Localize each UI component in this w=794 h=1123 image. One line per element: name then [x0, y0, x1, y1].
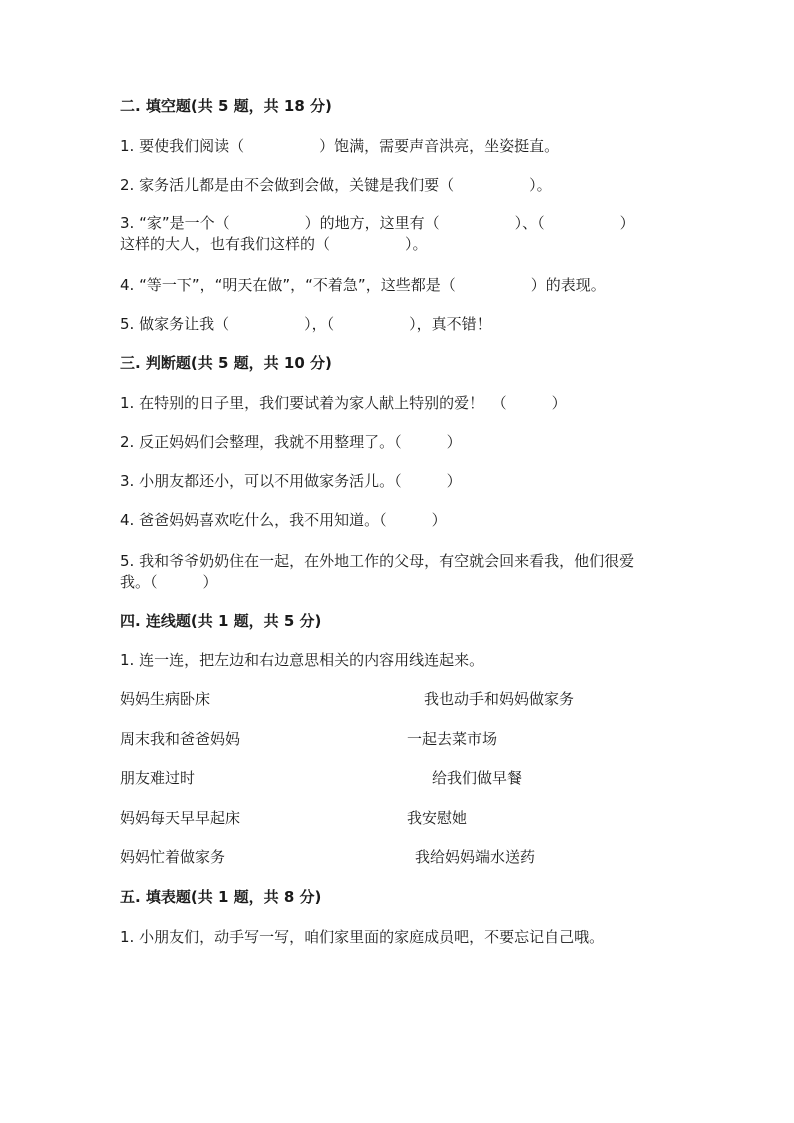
match-left-item: 朋友难过时	[120, 769, 196, 787]
section-3-heading: 三. 判断题(共 5 题，共 10 分)	[120, 354, 332, 372]
match-right-item: 一起去菜市场	[407, 730, 498, 748]
match-left-item: 周末我和爸爸妈妈	[120, 730, 241, 748]
section-4-heading: 四. 连线题(共 1 题，共 5 分)	[120, 612, 322, 630]
fill-question-4: 4. “等一下”，“明天在做”，“不着急”，这些都是（ ）的表现。	[120, 276, 606, 294]
fill-question-3-line-1: 3. “家”是一个（ ）的地方，这里有（ ）、（ ）	[120, 214, 635, 232]
fill-question-3-line-2: 这样的大人，也有我们这样的（ ）。	[120, 235, 428, 253]
section-5-heading: 五. 填表题(共 1 题，共 8 分)	[120, 888, 322, 906]
match-question-1: 1. 连一连，把左边和右边意思相关的内容用线连起来。	[120, 651, 485, 669]
match-right-item: 我安慰她	[407, 809, 468, 827]
match-left-item: 妈妈每天早早起床	[120, 809, 241, 827]
match-right-item: 我也动手和妈妈做家务	[424, 690, 575, 708]
match-right-item: 我给妈妈端水送药	[415, 848, 536, 866]
match-left-item: 妈妈忙着做家务	[120, 848, 226, 866]
match-right-item: 给我们做早餐	[432, 769, 523, 787]
judge-question-5-line-2: 我。（ ）	[120, 573, 218, 591]
fill-question-2: 2. 家务活儿都是由不会做到会做，关键是我们要（ ）。	[120, 176, 552, 194]
table-question-1: 1. 小朋友们，动手写一写，咱们家里面的家庭成员吧，不要忘记自己哦。	[120, 928, 605, 946]
judge-question-5-line-1: 5. 我和爷爷奶奶住在一起，在外地工作的父母，有空就会回来看我，他们很爱	[120, 552, 635, 570]
judge-question-1: 1. 在特别的日子里，我们要试着为家人献上特别的爱！ （ ）	[120, 394, 567, 412]
judge-question-3: 3. 小朋友都还小，可以不用做家务活儿。（ ）	[120, 472, 462, 490]
fill-question-1: 1. 要使我们阅读（ ）饱满，需要声音洪亮，坐姿挺直。	[120, 137, 560, 155]
match-left-item: 妈妈生病卧床	[120, 690, 211, 708]
judge-question-4: 4. 爸爸妈妈喜欢吃什么，我不用知道。（ ）	[120, 511, 447, 529]
judge-question-2: 2. 反正妈妈们会整理，我就不用整理了。（ ）	[120, 433, 462, 451]
fill-question-5: 5. 做家务让我（ ），（ ），真不错！	[120, 315, 492, 333]
section-2-heading: 二. 填空题(共 5 题，共 18 分)	[120, 97, 332, 115]
